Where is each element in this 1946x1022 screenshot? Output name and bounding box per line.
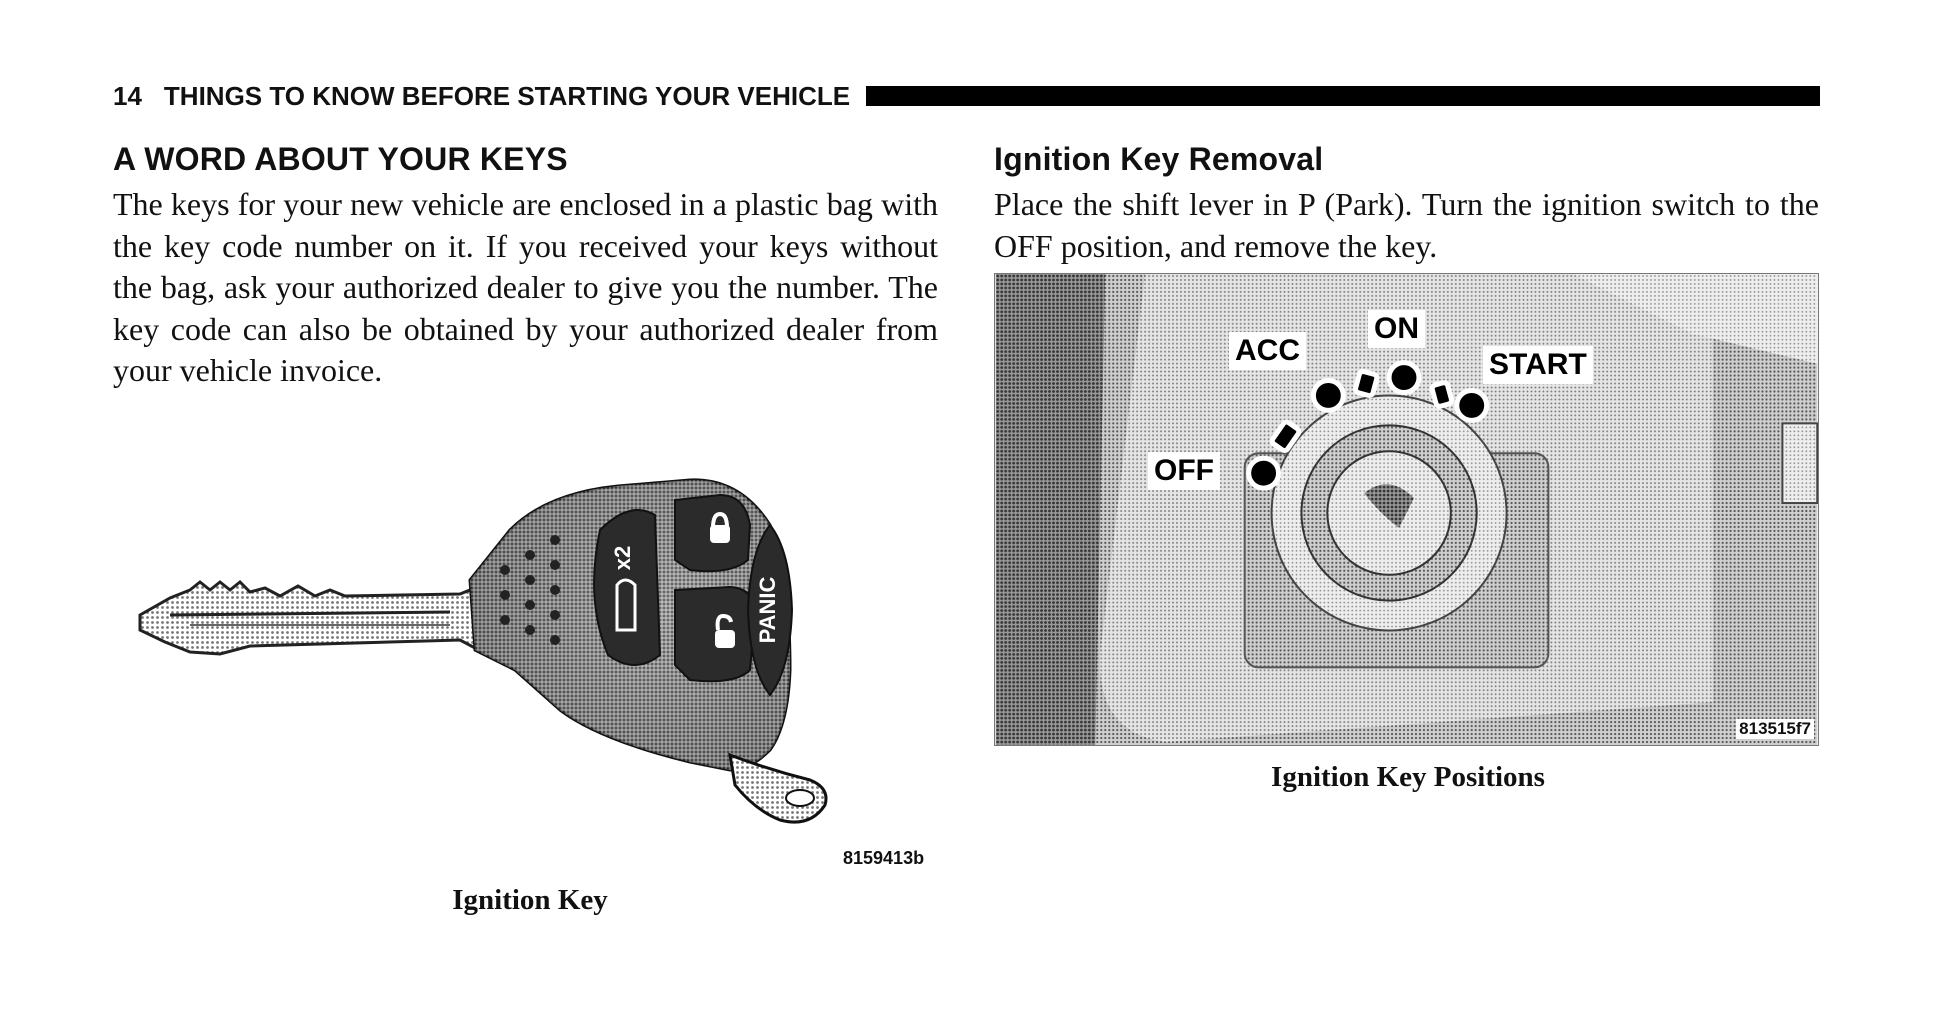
- section-heading-keys: A WORD ABOUT YOUR KEYS: [113, 141, 568, 177]
- remote-start-button: [594, 510, 660, 665]
- header-rule: [866, 86, 1820, 106]
- ignition-key-illustration: [130, 470, 940, 850]
- position-start-label: START: [1483, 346, 1593, 384]
- ignition-positions-figure: [994, 273, 1819, 746]
- key-figure-caption: Ignition Key: [452, 884, 608, 916]
- position-off-label: OFF: [1148, 452, 1220, 490]
- right-column: [994, 138, 1819, 267]
- left-column: [113, 138, 938, 392]
- key-figure-id: 8159413b: [843, 848, 925, 868]
- page-number: 14: [113, 80, 142, 111]
- section-heading-removal: Ignition Key Removal: [994, 141, 1324, 177]
- ignition-key-figure: [130, 470, 940, 850]
- ignition-figure-caption: Ignition Key Positions: [1271, 761, 1545, 793]
- removal-paragraph: Place the shift lever in P (Park). Turn the ignition switch to the OFF position, and remove the key.: [994, 186, 1819, 264]
- panic-label: PANIC: [755, 576, 780, 644]
- keys-paragraph: The keys for your new vehicle are enclosed in a plastic bag with the key code number on it. If you received your keys without the bag, ask your authorized dealer to give you the number. The key code can also be obtained by your authorized dealer from your vehicle invoice.: [113, 186, 938, 388]
- position-on-label: ON: [1368, 310, 1425, 348]
- header-title: THINGS TO KNOW BEFORE STARTING YOUR VEHICLE: [163, 80, 851, 111]
- ignition-figure-id: 813515f7: [1736, 719, 1814, 739]
- remote-start-label: x2: [610, 545, 635, 571]
- position-acc-label: ACC: [1229, 332, 1306, 370]
- running-header: [113, 78, 1820, 114]
